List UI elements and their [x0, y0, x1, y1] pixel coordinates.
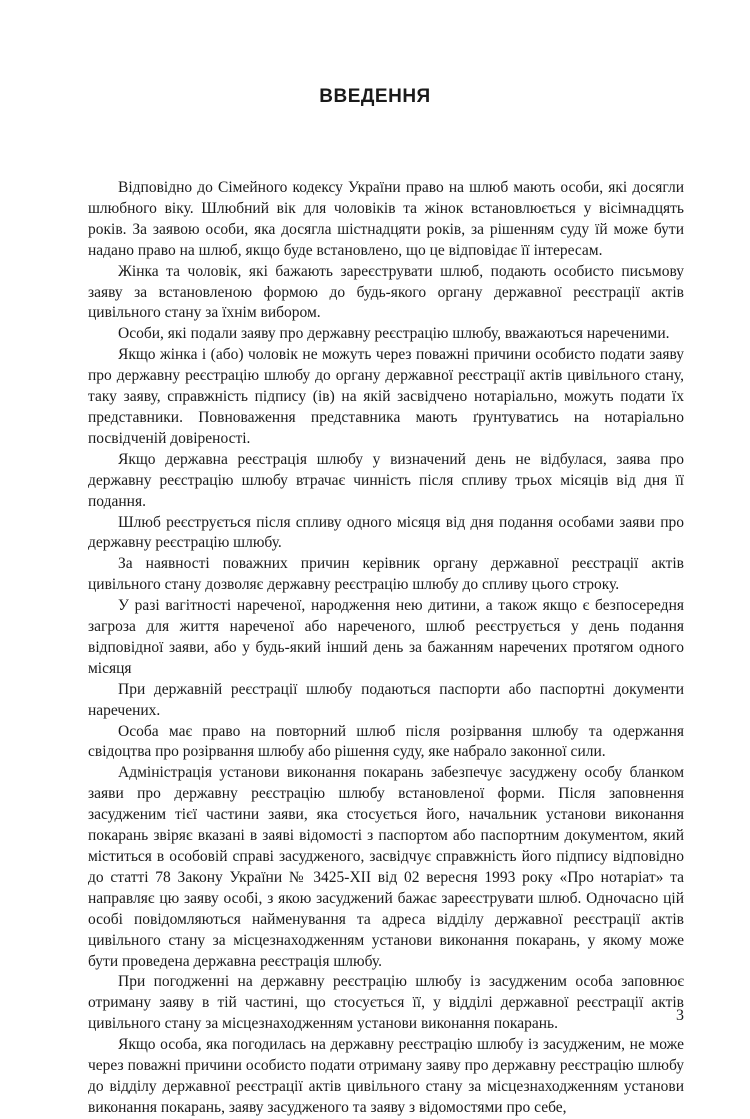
- paragraph: Якщо жінка і (або) чоловік не можуть через поважні причини особисто подати заяву про державну реєстрацію шлюбу до органу державної реєстрації актів цивільного стану, таку заяву, справжність підпису (ів) на якій засвідчено нотаріально, можуть подати їх представники. Повноваження представника мають ґрунтуватись на нотаріально посвідченій довіреності.: [88, 346, 684, 447]
- page-title: ВВЕДЕННЯ: [319, 86, 431, 107]
- paragraph: Особа має право на повторний шлюб після розірвання шлюбу та одержання свідоцтва про розірвання шлюбу або рішення суду, яке набрало законної сили.: [88, 722, 684, 761]
- paragraph: Адміністрація установи виконання покарань забезпечує засуджену особу бланком заяви про державну реєстрацію шлюбу встановленої форми. Після заповнення засудженим тієї частини заяви, яка стосується його, начальник установи виконання покарань звіряє вказані в заяві відомості з паспортом або паспортним документом, який міститься в особовій справі засудженого, засвідчує справжність його підпису відповідно до статті 78 Закону України № 3425-XII від 02 вересня 1993 року «Про нотаріат» та направляє цю заяву особі, з якою засуджений бажає зареєструвати шлюб. Одночасно цій особі повідомляються найменування та адреса відділу державної реєстрації актів цивільного стану за місцезнаходженням установи виконання покарань, у якому може бути проведена державна реєстрація шлюбу.: [88, 764, 684, 970]
- paragraph: Якщо державна реєстрація шлюбу у визначений день не відбулася, заява про державну реєстрацію шлюбу втрачає чинність після спливу трьох місяців від дня її подання.: [88, 450, 684, 510]
- paragraph: Жінка та чоловік, які бажають зареєструвати шлюб, подають особисто письмову заяву за встановленою формою до будь-якого органу державної реєстрації актів цивільного стану за їхнім вибором.: [88, 262, 684, 322]
- paragraph: При державній реєстрації шлюбу подаються паспорти або паспортні документи наречених.: [88, 680, 684, 719]
- body-text: [88, 178, 684, 1119]
- paragraph: При погодженні на державну реєстрацію шлюбу із засудженим особа заповнює отриману заяву в тій частині, що стосується її, у відділі державної реєстрації актів цивільного стану за місцезнаходженням установи виконання покарань.: [88, 973, 684, 1033]
- paragraph: Відповідно до Сімейного кодексу України право на шлюб мають особи, які досягли шлюбного віку. Шлюбний вік для чоловіків та жінок встановлюється у вісімнадцять років. За заявою особи, яка досягла шістнадцяти років, за рішенням суду їй може бути надано право на шлюб, якщо буде встановлено, що це відповідає її інтересам.: [88, 179, 684, 259]
- paragraph: Якщо особа, яка погодилась на державну реєстрацію шлюбу із засудженим, не може через поважні причини особисто подати отриману заяву про державну реєстрацію шлюбу до відділу державної реєстрації актів цивільного стану за місцезнаходженням установи виконання покарань, заяву засудженого та заяву з відомостями про себе,: [88, 1036, 684, 1116]
- paragraph: За наявності поважних причин керівник органу державної реєстрації актів цивільного стану дозволяє державну реєстрацію шлюбу до спливу цього строку.: [88, 555, 684, 594]
- page-number: 3: [676, 1007, 684, 1024]
- paragraph: Особи, які подали заяву про державну реєстрацію шлюбу, вважаються нареченими.: [118, 325, 670, 343]
- paragraph: У разі вагітності нареченої, народження нею дитини, а також якщо є безпосередня загроза для життя нареченої або нареченого, шлюб реєструється у день подання відповідної заяви, або у будь-який інший день за бажанням наречених протягом одного місяця: [88, 597, 684, 677]
- paragraph: Шлюб реєструється після спливу одного місяця від дня подання особами заяви про державну реєстрацію шлюбу.: [88, 513, 684, 552]
